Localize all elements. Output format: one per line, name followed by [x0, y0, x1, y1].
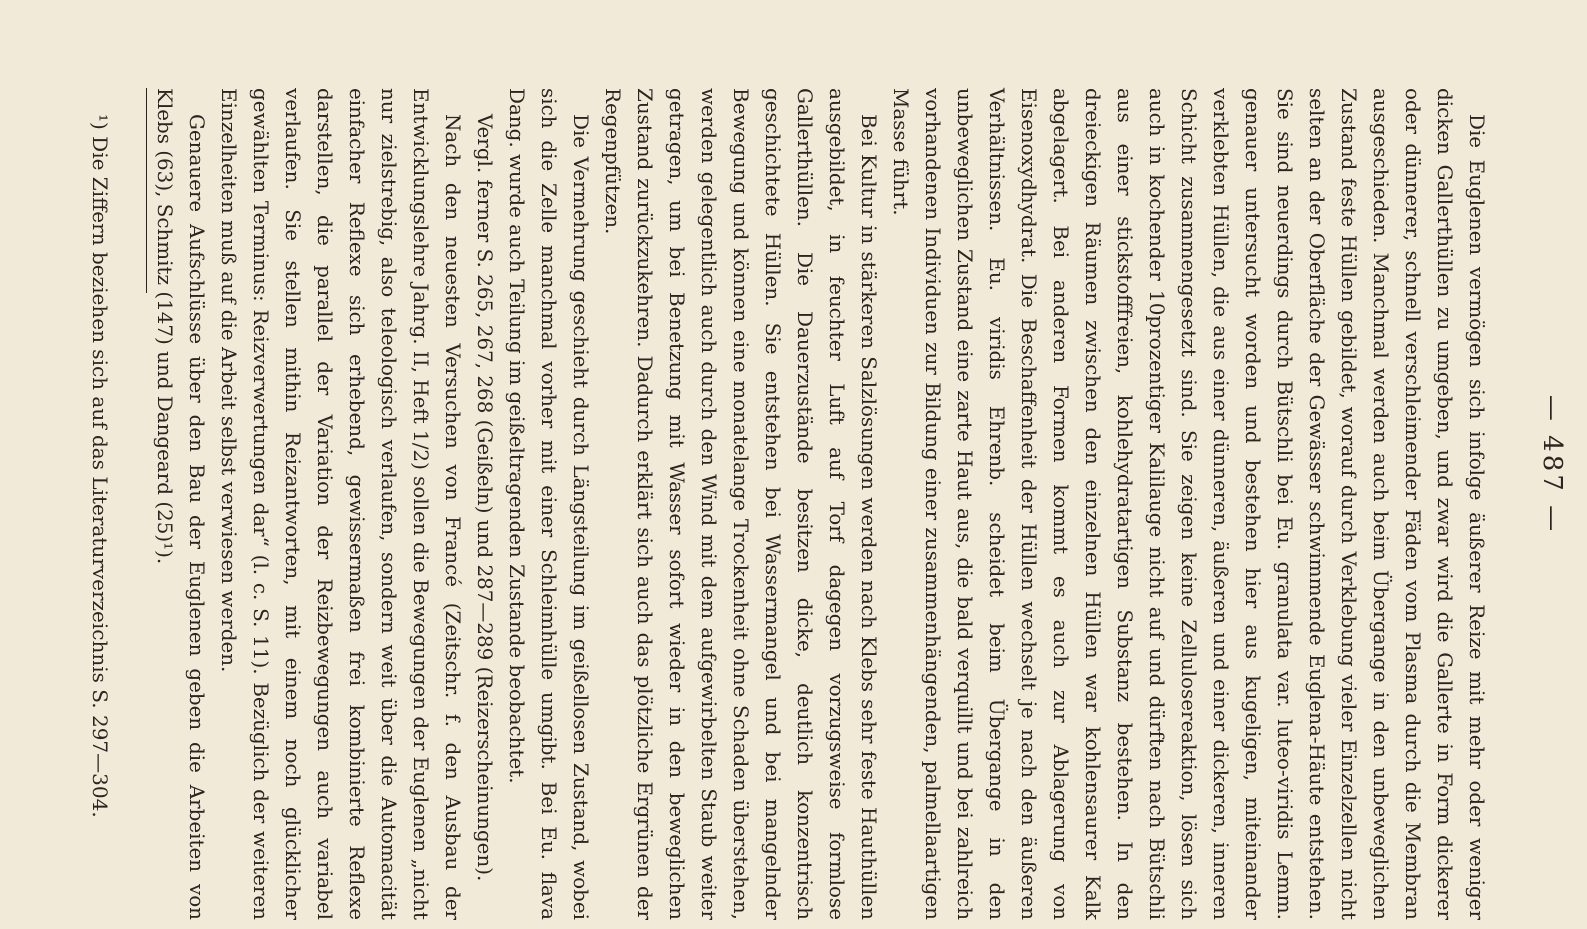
- paragraph-crossref: Vergl. ferner S. 265, 267, 268 (Geißeln) und 287—289 (Reizerscheinungen).: [473, 114, 496, 882]
- paragraph-envelopes: Die Euglenen vermögen sich infolge äußerer Reize mit mehr oder weniger dicken Gallerthüllen zu umgeben, und zwar wird die Gallerte in Form dickerer oder dünnerer, schnell verschleimender Fäden vom Plasma durch die Membran ausgeschieden. Manchmal werden auch beim Übergange in den unbeweglichen Zustand feste Hüllen gebildet, worauf durch Verklebung vieler Einzelzellen nicht selten an der Oberfläche der Gewässer schwimmende Euglena-Häute entstehen. Sie sind neuerdings durch Bütschli bei Eu. granulata var. luteo-viridis Lemm. genauer untersucht worden und bestehen hier aus kugeligen, miteinander verklebten Hüllen, die aus einer dünneren, äußeren und einer dickeren, inneren Schicht zusammengesetzt sind. Sie zeigen keine Zellulosereaktion, lösen sich auch in kochender 10prozentiger Kalilauge nicht auf und dürften nach Bütschli aus einer stickstofffreien, kohlehydratartigen Substanz bestehen. In den dreieckigen Räumen zwischen den einzelnen Hüllen war kohlensaurer Kalk abgelagert. Bei anderen Formen kommt es auch zur Ablagerung von Eisenoxydhydrat. Die Beschaffenheit der Hüllen wechselt je nach den äußeren Verhältnissen. Eu. viridis Ehrenb. scheidet beim Übergange in den unbeweglichen Zustand eine zarte Haut aus, die bald verquillt und bei zahlreich vorhandenen Individuen zur Bildung einer zusammenhängenden, palmellaartigen Masse führt.: [889, 88, 1488, 920]
- paragraph-reproduction: Die Vermehrung geschieht durch Längsteilung im geißellosen Zustand, wobei sich die Zelle manchmal vorher mit einer Schleimhülle umgibt. Bei Eu. flava Dang. wurde auch Teilung im geißeltragenden Zustande beobachtet.: [505, 88, 592, 920]
- footnote: ¹) Die Ziffern beziehen sich auf das Literaturverzeichnis S. 297—304.: [88, 114, 112, 818]
- footnote-divider: [146, 88, 147, 293]
- page-number: — 487 —: [1537, 394, 1567, 535]
- paragraph-france: Nach den neuesten Versuchen von Francé (Zeitschr. f. den Ausbau der Entwicklungslehre Jahrg. II, Heft 1/2) sollen die Bewegungen der Euglenen „nicht nur zielstrebig, also teleologisch verlaufen, sondern weit über die Automacität einfacher Reflexe sich erhebend, gewissermaßen frei kombinierte Reflexe darstellen, die parallel der Variation der Reizbewegungen auch variabel verlaufen. Sie stellen mithin Reizantworten, mit einem noch glücklicher gewählten Terminus: Reizverwertungen dar“ (l. c. S. 11). Bezüglich der weiteren Einzelheiten muß auf die Arbeit selbst verwiesen werden.: [217, 88, 464, 920]
- paragraph-culture: Bei Kultur in stärkeren Salzlösungen werden nach Klebs sehr feste Hauthüllen ausgebildet, in feuchter Luft auf Torf dagegen vorzugsweise formlose Gallerthüllen. Die Dauerzustände besitzen dicke, deutlich konzentrisch geschichtete Hüllen. Sie entstehen bei Wassermangel und bei mangelnder Bewegung und können eine monatelange Trockenheit ohne Schaden überstehen, werden gelegentlich auch durch den Wind mit dem aufgewirbelten Staub weiter getragen, um bei Benetzung mit Wasser sofort wieder in den beweglichen Zustand zurückzukehren. Dadurch erklärt sich auch das plötzliche Ergrünen der Regenpfützen.: [601, 88, 880, 920]
- paragraph-references: Genauere Aufschlüsse über den Bau der Euglenen geben die Arbeiten von Klebs (63), Schmitz (147) und Dangeard (25)¹).: [153, 88, 208, 920]
- body-text: [148, 88, 1492, 920]
